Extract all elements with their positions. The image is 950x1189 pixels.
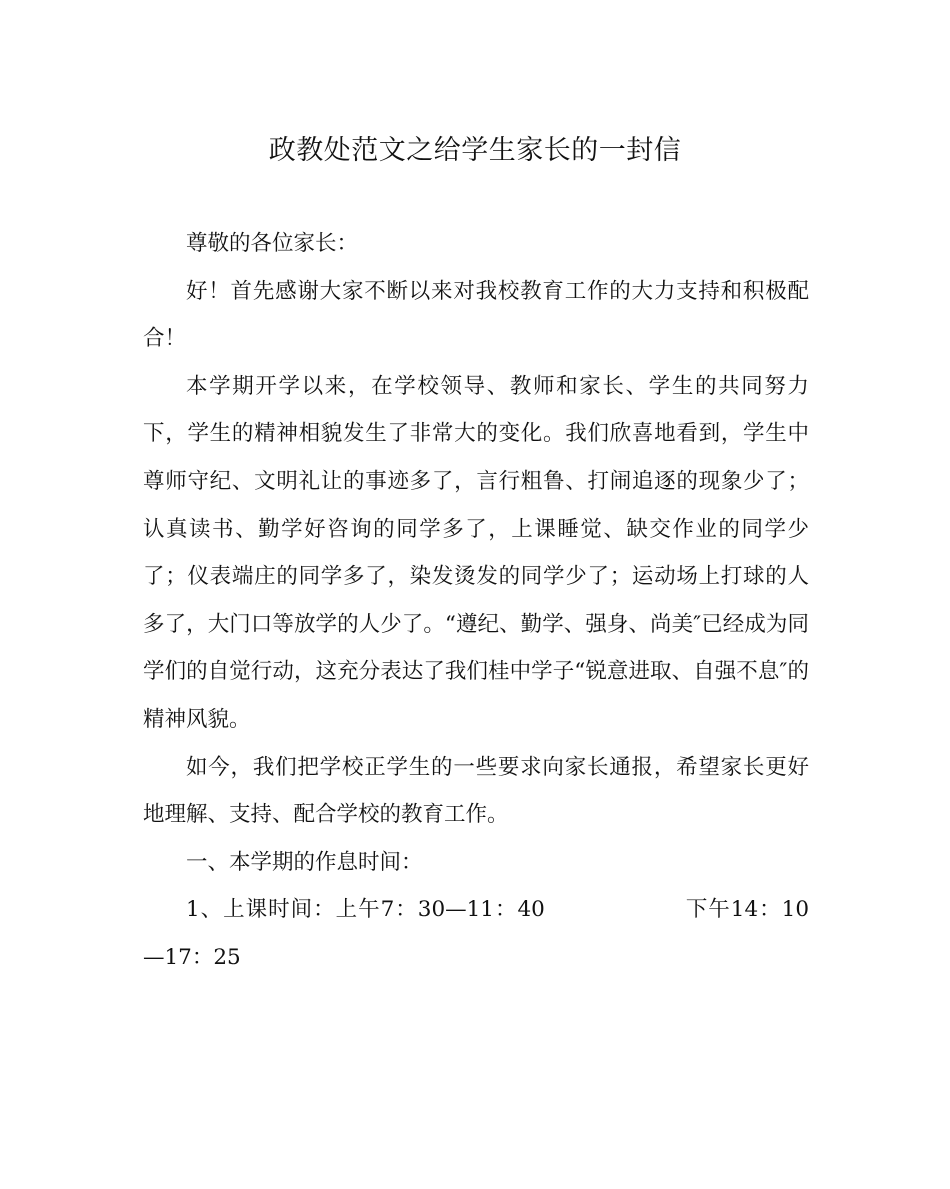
class-time-morning: 1、上课时间：上午7：30—11：40	[186, 897, 545, 923]
document-body	[143, 220, 809, 982]
class-time-line	[143, 886, 809, 981]
paragraph-notice: 如今，我们把学校正学生的一些要求向家长通报，希望家长更好地理解、支持、配合学校的教育工作。	[143, 754, 809, 828]
section-heading-schedule: 一、本学期的作息时间：	[186, 849, 423, 875]
salutation: 尊敬的各位家长：	[186, 231, 359, 256]
paragraph-semester-changes: 本学期开学以来，在学校领导、教师和家长、学生的共同努力下，学生的精神相貌发生了非常大的变化。我们欣喜地看到，学生中尊师守纪、文明礼让的事迹多了，言行粗鲁、打闹追逐的现象少了；认真读书、勤学好咨询的同学多了，上课睡觉、缺交作业的同学少了；仪表端庄的同学多了，染发烫发的同学少了；运动场上打球的人多了，大门口等放学的人少了。“遵纪、勤学、强身、尚美″已经成为同学们的自觉行动，这充分表达了我们桂中学子“锐意进取、自强不息″的精神风貌。	[143, 373, 809, 732]
paragraph-greeting: 好！首先感谢大家不断以来对我校教育工作的大力支持和积极配合！	[143, 278, 809, 352]
class-time-afternoon: 下午14：10—17：25	[143, 897, 810, 970]
document-title: 政教处范文之给学生家长的一封信	[268, 135, 682, 166]
